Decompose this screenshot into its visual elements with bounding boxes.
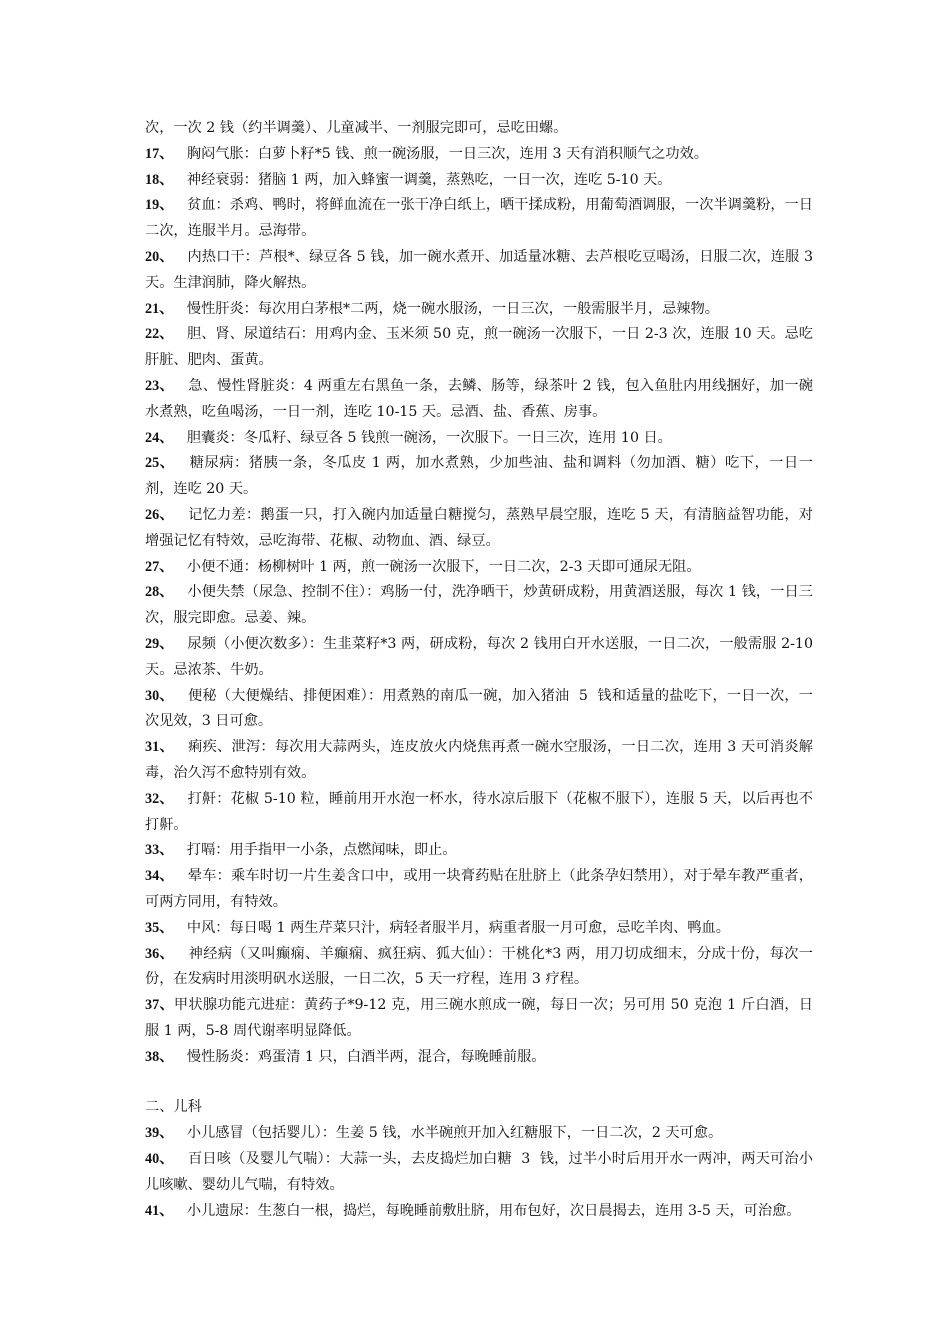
document-page bbox=[145, 116, 818, 1224]
entry-number: 33、 bbox=[145, 842, 174, 859]
entry-number: 25、 bbox=[145, 455, 175, 472]
remedy-entry bbox=[145, 245, 818, 297]
remedy-entry bbox=[145, 838, 813, 864]
remedy-entry bbox=[145, 1199, 813, 1225]
entry-number: 36、 bbox=[145, 945, 175, 962]
entry-number: 41、 bbox=[145, 1202, 174, 1219]
entry-text: 胆囊炎：冬瓜籽、绿豆各 5 钱煎一碗汤，一次服下。一日三次，连用 10 日。 bbox=[173, 429, 672, 446]
entry-number: 21、 bbox=[145, 300, 174, 317]
remedy-entry bbox=[145, 580, 813, 632]
entry-number: 24、 bbox=[145, 429, 174, 446]
entry-text: 内热口干：芦根*、绿豆各 5 钱，加一碗水煮开、加适量冰糖、去芦根吃豆喝汤，日服二次，连服 3 天。生津润肺，降火解热。 bbox=[145, 248, 818, 291]
entry-text: 慢性肠炎：鸡蛋清 1 只，白酒半两，混合，每晚睡前服。 bbox=[173, 1048, 546, 1065]
entry-text: 小儿遗尿：生葱白一根，捣烂，每晚睡前敷肚脐，用布包好，次日晨揭去，连用 3-5 天，可治愈。 bbox=[173, 1202, 801, 1219]
remedy-entry bbox=[145, 451, 813, 503]
remedy-entry bbox=[145, 297, 813, 323]
entry-number: 38、 bbox=[145, 1048, 174, 1065]
entry-text: 甲状腺功能亢进症：黄药子*9-12 克，用三碗水煎成一碗，每日一次；另可用 50 克泡 1 斤白酒，日服 1 两，5-8 周代谢率明显降低。 bbox=[145, 997, 813, 1039]
entry-text: 记忆力差：鹅蛋一只，打入碗内加适量白糖搅匀，蒸熟早晨空服，连吃 5 天，有清脑益智功能，对增强记忆有特效，忌吃海带、花椒、动物血、酒、绿豆。 bbox=[145, 506, 813, 549]
remedy-entry bbox=[145, 168, 813, 194]
entry-text: 便秘（大便燥结、排便困难）：用煮熟的南瓜一碗，加入猪油 5 钱和适量的盐吃下，一日一次，一次见效，3 日可愈。 bbox=[145, 687, 813, 730]
remedy-entry bbox=[145, 942, 813, 994]
entry-text: 神经衰弱：猪脑 1 两，加入蜂蜜一调羹，蒸熟吃，一日一次，连吃 5-10 天。 bbox=[173, 171, 672, 188]
entry-number: 37、 bbox=[145, 997, 174, 1014]
entry-number: 28、 bbox=[145, 584, 174, 601]
remedy-entry bbox=[145, 193, 813, 245]
entry-number: 31、 bbox=[145, 739, 174, 756]
remedy-entry bbox=[145, 374, 813, 426]
remedy-entry bbox=[145, 1121, 813, 1147]
entry-number: 17、 bbox=[145, 145, 174, 162]
entry-text: 胆、肾、尿道结石：用鸡内金、玉米须 50 克，煎一碗汤一次服下，一日 2-3 次，连服 10 天。忌吃肝脏、肥肉、蛋黄。 bbox=[145, 326, 813, 369]
entry-text: 中风：每日喝 1 两生芹菜只汁，病轻者服半月，病重者服一月可愈，忌吃羊肉、鸭血。 bbox=[173, 919, 730, 936]
entry-text: 打鼾：花椒 5-10 粒，睡前用开水泡一杯水，待水凉后服下（花椒不服下），连服 5 天，以后再也不打鼾。 bbox=[145, 790, 813, 833]
entry-text: 痢疾、泄泻：每次用大蒜两头，连皮放火内烧焦再煮一碗水空服汤，一日二次，连用 3 天可消炎解毒，治久泻不愈特别有效。 bbox=[145, 739, 813, 781]
remedy-entry bbox=[145, 632, 818, 684]
entry-text: 贫血：杀鸡、鸭时，将鲜血流在一张干净白纸上，晒干揉成粉，用葡萄酒调服，一次半调羹粉，一日二次，连服半月。忌海带。 bbox=[145, 197, 813, 240]
entry-text: 小便失禁（尿急、控制不住）：鸡肠一付，洗净晒干，炒黄研成粉，用黄酒送服，每次 1 钱，一日三次，服完即愈。忌姜、辣。 bbox=[145, 584, 813, 627]
intro-paragraph: 次，一次 2 钱（约半调羹）、儿童减半、一剂服完即可，忌吃田螺。 bbox=[145, 120, 568, 136]
remedy-entry bbox=[145, 916, 813, 942]
entry-text: 尿频（小便次数多）：生韭菜籽*3 两，研成粉，每次 2 钱用白开水送服，一日二次，一般需服 2-10 天。忌浓茶、牛奶。 bbox=[145, 635, 818, 678]
entry-number: 29、 bbox=[145, 635, 174, 652]
entry-number: 34、 bbox=[145, 868, 174, 885]
entry-text: 打嗝：用手指甲一小条，点燃闻味，即止。 bbox=[173, 842, 457, 859]
entry-text: 急、慢性肾脏炎：4 两重左右黑鱼一条，去鳞、肠等，绿茶叶 2 钱，包入鱼肚内用线捆好，加一碗水煮熟，吃鱼喝汤，一日一剂，连吃 10-15 天。忌酒、盐、香蕉、房事。 bbox=[145, 377, 813, 420]
entry-number: 40、 bbox=[145, 1151, 174, 1168]
entry-number: 18、 bbox=[145, 171, 174, 188]
entry-text: 糖尿病：猪胰一条，冬瓜皮 1 两，加水煮熟，少加些油、盐和调料（勿加酒、糖）吃下，一日一剂，连吃 20 天。 bbox=[145, 455, 813, 498]
remedy-entry bbox=[145, 993, 813, 1045]
entry-number: 26、 bbox=[145, 506, 174, 523]
remedy-entry bbox=[145, 1045, 813, 1071]
remedy-entry bbox=[145, 555, 813, 581]
entry-text: 晕车：乘车时切一片生姜含口中，或用一块膏药贴在肚脐上（此条孕妇禁用），对于晕车教严重者，可两方同用，有特效。 bbox=[145, 868, 813, 910]
section-gap bbox=[145, 1070, 813, 1095]
remedy-entry bbox=[145, 426, 813, 452]
remedy-entry bbox=[145, 735, 813, 787]
remedy-list-general bbox=[145, 142, 818, 1071]
entry-text: 神经病（又叫癫痫、羊癫痫、疯狂病、狐大仙）：干桃化*3 两，用刀切成细末，分成十份，每次一份，在发病时用淡明矾水送服，一日二次，5 天一疗程，连用 3 疗程。 bbox=[145, 945, 813, 988]
remedy-entry bbox=[145, 1147, 813, 1199]
remedy-entry bbox=[145, 787, 813, 839]
entry-text: 小儿感冒（包括婴儿）：生姜 5 钱，水半碗煎开加入红糖服下，一日二次，2 天可愈。 bbox=[173, 1125, 723, 1142]
entry-number: 22、 bbox=[145, 326, 174, 343]
entry-number: 19、 bbox=[145, 197, 174, 214]
entry-number: 30、 bbox=[145, 687, 174, 704]
remedy-list-pediatrics bbox=[145, 1121, 813, 1224]
section-heading: 二、儿科 bbox=[145, 1099, 202, 1116]
remedy-entry bbox=[145, 142, 813, 168]
remedy-entry bbox=[145, 684, 813, 736]
entry-number: 20、 bbox=[145, 248, 174, 265]
entry-number: 39、 bbox=[145, 1125, 174, 1142]
remedy-entry bbox=[145, 503, 813, 555]
entry-text: 百日咳（及婴儿气喘）：大蒜一头，去皮捣烂加白糖 3 钱，过半小时后用开水一两冲，两天可治小儿咳嗽、婴幼儿气喘，有特效。 bbox=[145, 1151, 813, 1193]
entry-text: 慢性肝炎：每次用白茅根*二两，烧一碗水服汤，一日三次，一般需服半月，忌辣物。 bbox=[173, 300, 719, 317]
entry-number: 32、 bbox=[145, 790, 174, 807]
entry-number: 27、 bbox=[145, 558, 174, 575]
entry-text: 小便不通：杨柳树叶 1 两，煎一碗汤一次服下，一日二次，2-3 天即可通尿无阻。 bbox=[173, 558, 701, 575]
remedy-entry bbox=[145, 322, 813, 374]
entry-number: 23、 bbox=[145, 377, 174, 394]
remedy-entry bbox=[145, 864, 813, 916]
entry-text: 胸闷气胀：白萝卜籽*5 钱、煎一碗汤服，一日三次，连用 3 天有消积顺气之功效。 bbox=[173, 145, 708, 162]
entry-number: 35、 bbox=[145, 919, 174, 936]
